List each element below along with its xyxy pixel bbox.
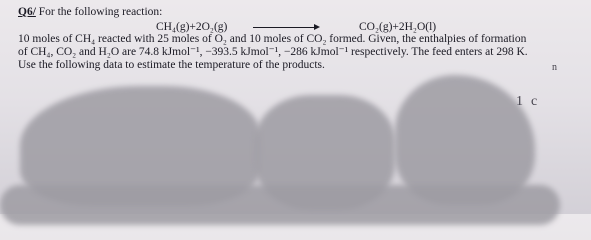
equation-products: CO₂(g)+2H₂O(l) [359,21,437,33]
question-line-5: Use the following data to estimate the temperature of the products. [18,59,325,71]
question-intro: For the following reaction: [38,6,163,18]
handwritten-mark-1: 1 [516,94,523,109]
handwritten-mark-3: n [552,62,557,73]
shadow-bottom [0,185,560,225]
question-line-4: of CH₄, CO₂ and H₂O are 74.8 kJmol⁻¹, −393.5 kJmol⁻¹, −286 kJmol⁻¹ respectively. The feed enters at 298 K. [18,46,528,58]
question-line-1 [18,6,162,19]
reaction-arrow-icon [253,27,318,28]
equation-reactants: CH₄(g)+2O₂(g) [156,21,228,33]
question-label: Q6/ [18,6,36,18]
handwritten-mark-2: c [531,94,538,109]
question-line-3: 10 moles of CH₄ reacted with 25 moles of O₂ and 10 moles of CO₂ formed. Given, the enthalpies of formation [18,33,527,45]
